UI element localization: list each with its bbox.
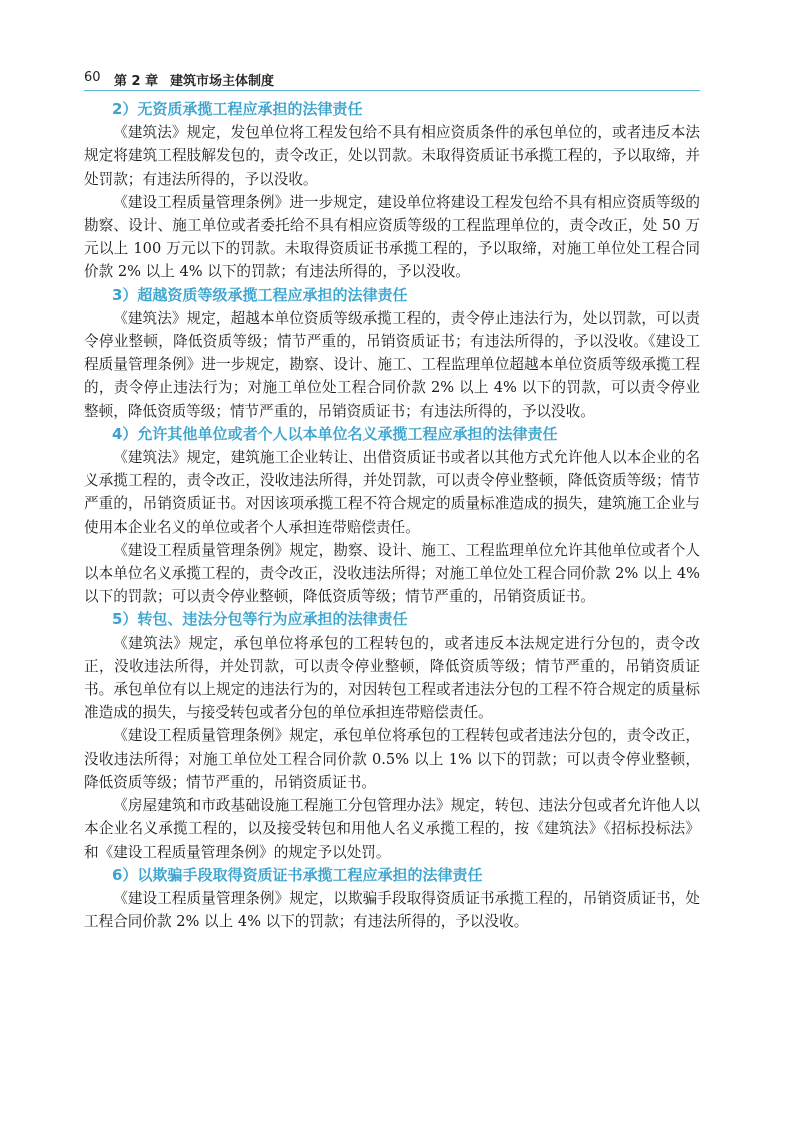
section-6 (84, 864, 700, 934)
paragraph: 《建设工程质量管理条例》规定，勘察、设计、施工、工程监理单位允许其他单位或者个人以本单位名义承揽工程的，责令改正，没收违法所得；对施工单位处工程合同价款 2% 以上 4% 以下的罚款；可以责令停业整顿，降低资质等级；情节严重的，吊销资质证书。 (84, 541, 700, 606)
section-heading: 3）超越资质等级承揽工程应承担的法律责任 (112, 285, 408, 304)
paragraph: 《建筑法》规定，超越本单位资质等级承揽工程的，责令停止违法行为，处以罚款，可以责令停业整顿，降低资质等级；情节严重的，吊销资质证书；有违法所得的，予以没收。《建设工程质量管理条例》进一步规定，勘察、设计、施工、工程监理单位超越本单位资质等级承揽工程的，责令停止违法行为；对施工单位处工程合同价款 2% 以上 4% 以下的罚款，可以责令停业整顿，降低资质等级；情节严重的，吊销资质证书；有违法所得的，予以没收。 (84, 309, 700, 420)
running-header (84, 60, 700, 91)
section-heading: 2）无资质承揽工程应承担的法律责任 (112, 100, 363, 118)
chapter-label: 第 2 章 (114, 74, 159, 89)
paragraph: 《建设工程质量管理条例》规定，以欺骗手段取得资质证书承揽工程的，吊销资质证书，处工程合同价款 2% 以上 4% 以下的罚款；有违法所得的，予以没收。 (84, 889, 700, 931)
paragraph: 《建设工程质量管理条例》进一步规定，建设单位将建设工程发包给不具有相应资质等级的勘察、设计、施工单位或者委托给不具有相应资质等级的工程监理单位的，责令改正，处 50 万元以上 100 万元以下的罚款。未取得资质证书承揽工程的，予以取缔，对施工单位处工程合同价款 2% 以上 4% 以下的罚款；有违法所得的，予以没收。 (84, 193, 700, 281)
section-heading: 6）以欺骗手段取得资质证书承揽工程应承担的法律责任 (112, 865, 483, 884)
section-heading: 5）转包、违法分包等行为应承担的法律责任 (112, 610, 408, 629)
page-body (84, 98, 700, 933)
section-2 (84, 98, 700, 284)
paragraph: 《建设工程质量管理条例》规定，承包单位将承包的工程转包或者违法分包的，责令改正，没收违法所得；对施工单位处工程合同价款 0.5% 以上 1% 以下的罚款；可以责令停业整顿，降低资质等级；情节严重的，吊销资质证书。 (84, 727, 700, 791)
paragraph: 《建筑法》规定，承包单位将承包的工程转包的，或者违反本法规定进行分包的，责令改正，没收违法所得，并处罚款，可以责令停业整顿，降低资质等级；情节严重的，吊销资质证书。承包单位有以上规定的违法行为的，对因转包工程或者违法分包的工程不符合规定的质量标准造成的损失，与接受转包或者分包的单位承担连带赔偿责任。 (84, 634, 700, 722)
section-3 (84, 284, 700, 423)
page-number: 60 (84, 70, 101, 85)
section-5 (84, 608, 700, 863)
section-heading: 4）允许其他单位或者个人以本单位名义承揽工程应承担的法律责任 (112, 424, 558, 443)
paragraph: 《房屋建筑和市政基础设施工程施工分包管理办法》规定，转包、违法分包或者允许他人以本企业名义承揽工程的，以及接受转包和用他人名义承揽工程的，按《建筑法》《招标投标法》和《建设工程质量管理条例》的规定予以处罚。 (84, 797, 700, 861)
paragraph: 《建筑法》规定，发包单位将工程发包给不具有相应资质条件的承包单位的，或者违反本法规定将建筑工程肢解发包的，责令改正，处以罚款。未取得资质证书承揽工程的，予以取缔，并处罚款；有违法所得的，予以没收。 (84, 124, 700, 188)
paragraph: 《建筑法》规定，建筑施工企业转让、出借资质证书或者以其他方式允许他人以本企业的名义承揽工程的，责令改正，没收违法所得，并处罚款，可以责令停业整顿，降低资质等级；情节严重的，吊销资质证书。对因该项承揽工程不符合规定的质量标准造成的损失，建筑施工企业与使用本企业名义的单位或者个人承担连带赔偿责任。 (84, 449, 700, 536)
chapter-title: 建筑市场主体制度 (170, 74, 275, 89)
section-4 (84, 423, 700, 609)
